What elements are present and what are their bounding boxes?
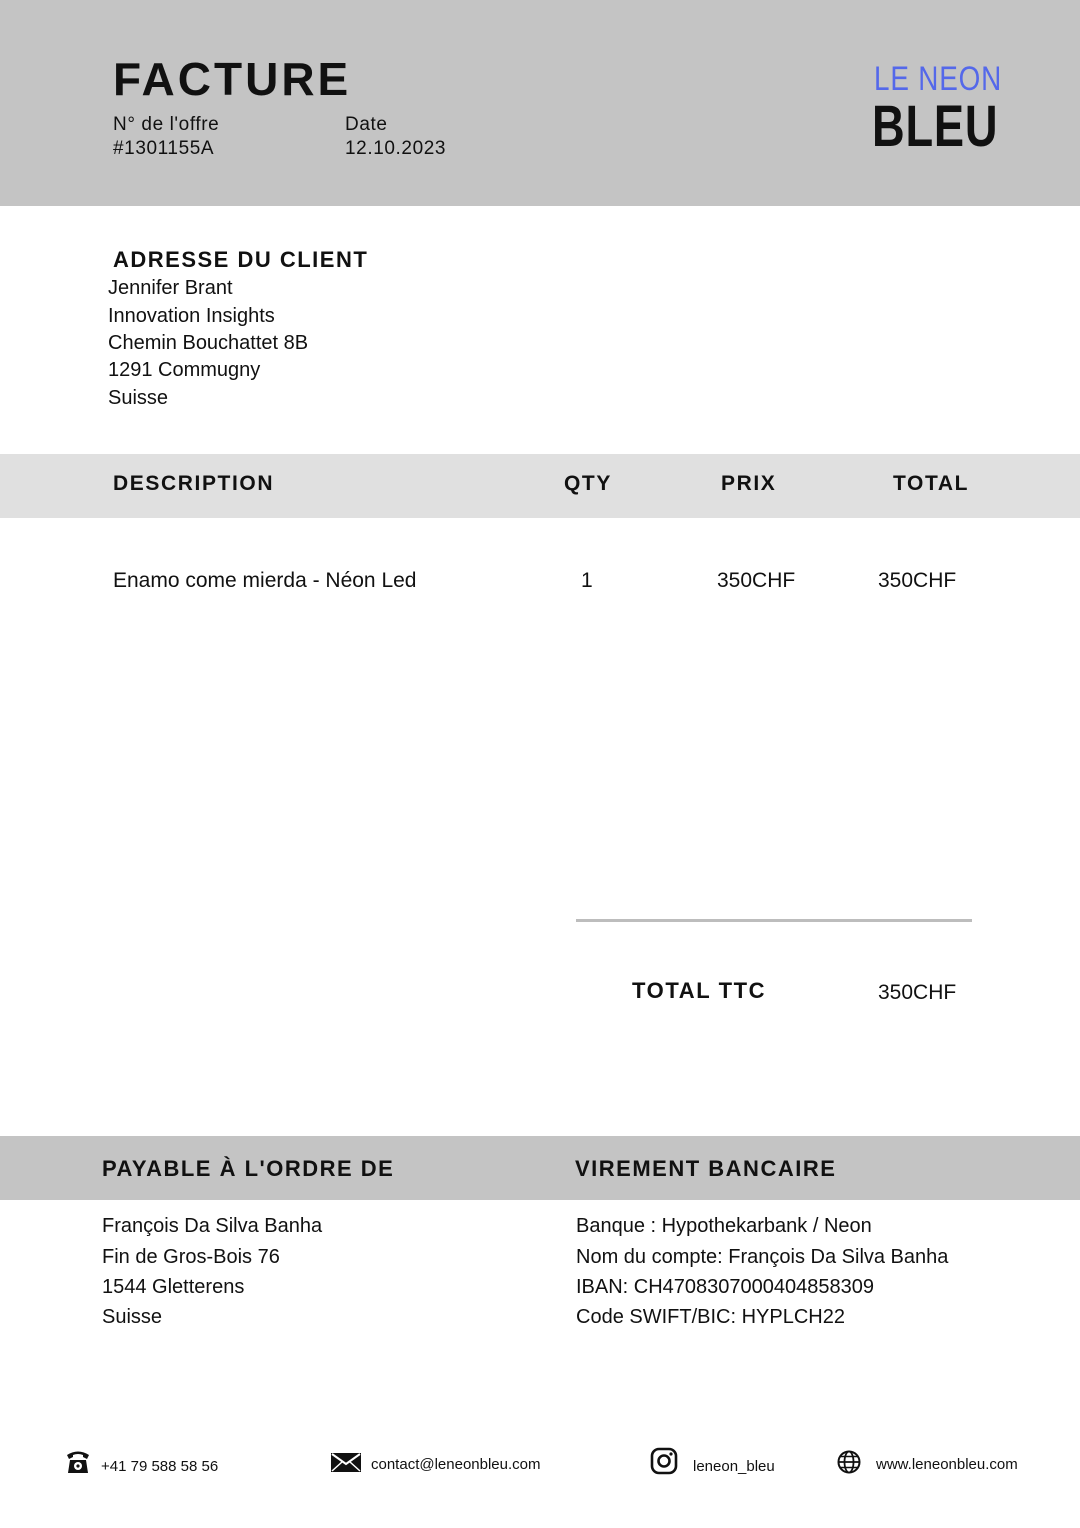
payable-title: PAYABLE À L'ORDRE DE: [102, 1156, 395, 1181]
offer-number-label: N° de l'offre: [113, 114, 220, 135]
client-street: Chemin Bouchattet 8B: [108, 332, 309, 354]
client-address-title: ADRESSE DU CLIENT: [113, 247, 369, 272]
client-company: Innovation Insights: [108, 305, 275, 327]
client-city: 1291 Commugny: [108, 359, 261, 381]
instagram-icon: [650, 1447, 678, 1475]
column-header-description: DESCRIPTION: [113, 472, 275, 495]
bank-swift: Code SWIFT/BIC: HYPLCH22: [576, 1306, 845, 1328]
logo-line-top: LE NEON: [874, 60, 1003, 98]
item-qty: 1: [581, 569, 593, 592]
bank-name: Banque : Hypothekarbank / Neon: [576, 1215, 872, 1237]
item-description: Enamo come mierda - Néon Led: [113, 569, 417, 592]
client-name: Jennifer Brant: [108, 277, 233, 299]
column-header-qty: QTY: [564, 472, 612, 495]
contact-email[interactable]: contact@leneonbleu.com: [371, 1456, 541, 1473]
bank-account-name: Nom du compte: François Da Silva Banha: [576, 1246, 949, 1268]
bank-transfer-title: VIREMENT BANCAIRE: [575, 1156, 837, 1181]
item-total: 350CHF: [878, 569, 957, 592]
globe-icon: [837, 1450, 861, 1474]
column-header-price: PRIX: [721, 472, 777, 495]
total-divider: [576, 919, 972, 922]
envelope-icon: [331, 1451, 361, 1473]
column-header-total: TOTAL: [893, 472, 970, 495]
contact-instagram[interactable]: leneon_bleu: [693, 1458, 775, 1475]
total-ttc-value: 350CHF: [878, 981, 957, 1004]
total-ttc-label: TOTAL TTC: [632, 978, 767, 1003]
client-country: Suisse: [108, 387, 169, 409]
date-value: 12.10.2023: [345, 138, 447, 159]
brand-logo: [868, 60, 1003, 159]
payee-name: François Da Silva Banha: [102, 1215, 323, 1237]
bank-iban: IBAN: CH4708307000404858309: [576, 1276, 875, 1298]
date-label: Date: [345, 114, 388, 135]
payee-street: Fin de Gros-Bois 76: [102, 1246, 280, 1268]
invoice-title: FACTURE: [113, 53, 352, 105]
logo-line-bottom: BLEU: [872, 94, 999, 159]
contact-website[interactable]: www.leneonbleu.com: [876, 1456, 1018, 1473]
payee-city: 1544 Gletterens: [102, 1276, 245, 1298]
contact-phone[interactable]: +41 79 588 58 56: [101, 1458, 219, 1475]
offer-number-value: #1301155A: [113, 138, 215, 159]
payee-country: Suisse: [102, 1306, 163, 1328]
item-price: 350CHF: [717, 569, 796, 592]
phone-icon: [64, 1447, 92, 1475]
